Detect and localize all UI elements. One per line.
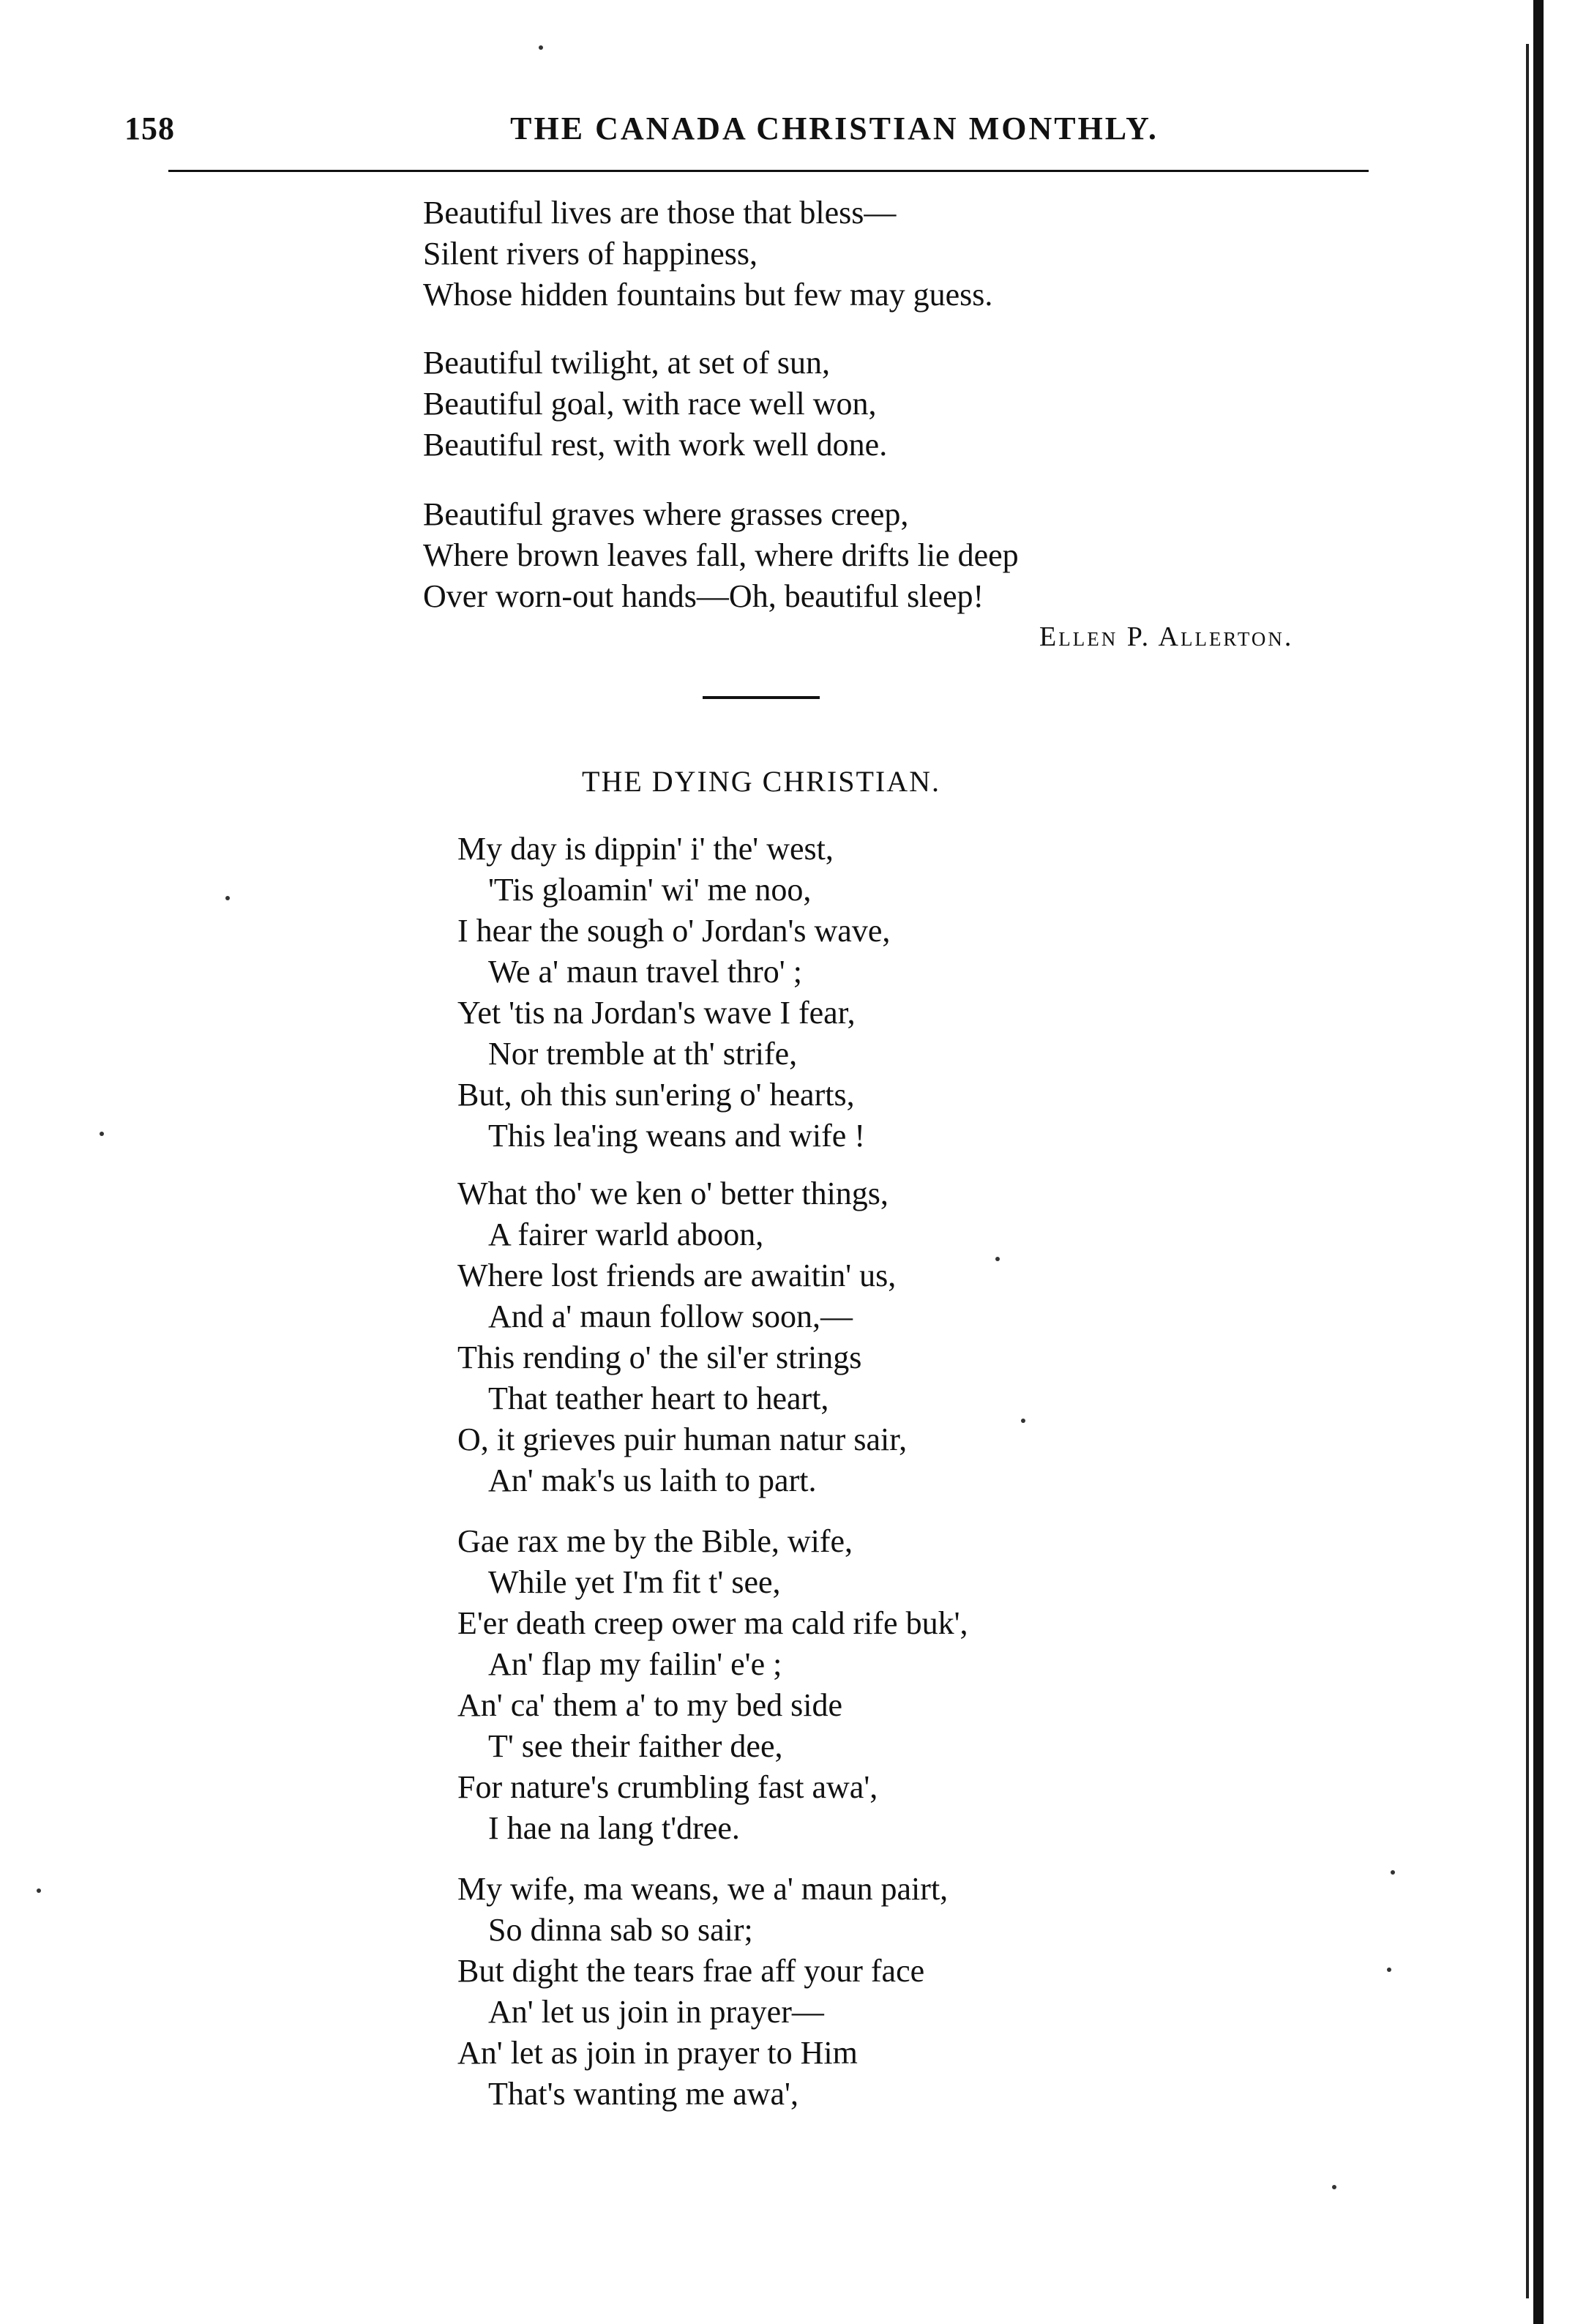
poem-title: THE DYING CHRISTIAN.: [582, 765, 940, 798]
poem-line: E'er death creep ower ma cald rife buk',: [457, 1605, 968, 1641]
running-title: THE CANADA CHRISTIAN MONTHLY.: [510, 111, 1159, 146]
poem-line: What tho' we ken o' better things,: [457, 1176, 889, 1211]
poem-line: Whose hidden fountains but few may guess.: [423, 277, 993, 313]
page-number: 158: [124, 111, 175, 146]
section-divider: [703, 696, 820, 699]
header-rule: [168, 170, 1369, 172]
poem-line: Beautiful goal, with race well won,: [423, 386, 877, 422]
poem-line: Silent rivers of happiness,: [423, 236, 758, 272]
scan-speck: [539, 45, 543, 50]
poem-line: This lea'ing weans and wife !: [488, 1118, 865, 1154]
poem-line: This rending o' the sil'er strings: [457, 1340, 862, 1375]
poem-line: An' flap my failin' e'e ;: [488, 1646, 782, 1682]
poem-line: Beautiful twilight, at set of sun,: [423, 345, 831, 381]
poem-line: My day is dippin' i' the' west,: [457, 831, 834, 867]
scan-speck: [100, 1132, 104, 1136]
poem-line: An' ca' them a' to my bed side: [457, 1687, 842, 1723]
poem1-stanza: [423, 193, 992, 315]
poem-line: But, oh this sun'ering o' hearts,: [457, 1077, 855, 1113]
poem-line: Beautiful graves where grasses creep,: [423, 496, 909, 532]
binding-edge: [1533, 0, 1544, 2324]
poem2-stanza: [457, 1521, 968, 1849]
poem-line: For nature's crumbling fast awa',: [457, 1769, 878, 1805]
scan-speck: [1021, 1419, 1025, 1423]
poem-line: That's wanting me awa',: [488, 2076, 798, 2112]
poem-line: But dight the tears frae aff your face: [457, 1953, 925, 1989]
poem-line: Gae rax me by the Bible, wife,: [457, 1523, 853, 1559]
poem-line: We a' maun travel thro' ;: [488, 954, 802, 990]
scan-speck: [37, 1888, 41, 1893]
poem-line: Where brown leaves fall, where drifts lie deep: [423, 537, 1019, 573]
poem-line: 'Tis gloamin' wi' me noo,: [488, 872, 812, 908]
poem-line: Nor tremble at th' strife,: [488, 1036, 798, 1072]
poem-line: That teather heart to heart,: [488, 1380, 829, 1416]
poem2-stanza: [457, 829, 890, 1157]
scan-speck: [1332, 2185, 1336, 2189]
scan-speck: [1387, 1968, 1391, 1972]
poem-line: Beautiful rest, with work well done.: [423, 427, 888, 463]
poem-line: My wife, ma weans, we a' maun pairt,: [457, 1871, 949, 1907]
poem-line: An' let us join in prayer—: [488, 1994, 824, 2030]
poem-line: A fairer warld aboon,: [488, 1217, 764, 1252]
poem1-stanza: [423, 343, 887, 466]
poem-line: Over worn-out hands—Oh, beautiful sleep!: [423, 578, 984, 614]
poem-line: An' mak's us laith to part.: [488, 1462, 817, 1498]
poem-line: Yet 'tis na Jordan's wave I fear,: [457, 995, 856, 1031]
poem-line: O, it grieves puir human natur sair,: [457, 1421, 908, 1457]
scan-speck: [995, 1257, 1000, 1261]
binding-edge-line: [1526, 44, 1529, 2298]
poem-line: I hae na lang t'dree.: [488, 1810, 740, 1846]
poem1-author: Ellen P. Allerton.: [1039, 621, 1294, 652]
poem-line: I hear the sough o' Jordan's wave,: [457, 913, 891, 949]
poem-line: An' let as join in prayer to Him: [457, 2035, 858, 2071]
poem-line: Beautiful lives are those that bless—: [423, 195, 897, 231]
poem1-stanza: [423, 494, 1019, 617]
poem-line: While yet I'm fit t' see,: [488, 1564, 781, 1600]
poem-line: Where lost friends are awaitin' us,: [457, 1258, 897, 1293]
poem-line: So dinna sab so sair;: [488, 1912, 753, 1948]
scan-speck: [1391, 1870, 1395, 1875]
page-header: [124, 110, 1464, 161]
poem-line: And a' maun follow soon,—: [488, 1299, 853, 1334]
poem2-stanza: [457, 1869, 948, 2115]
scan-speck: [225, 896, 230, 900]
poem2-stanza: [457, 1173, 907, 1501]
poem-line: T' see their faither dee,: [488, 1728, 783, 1764]
